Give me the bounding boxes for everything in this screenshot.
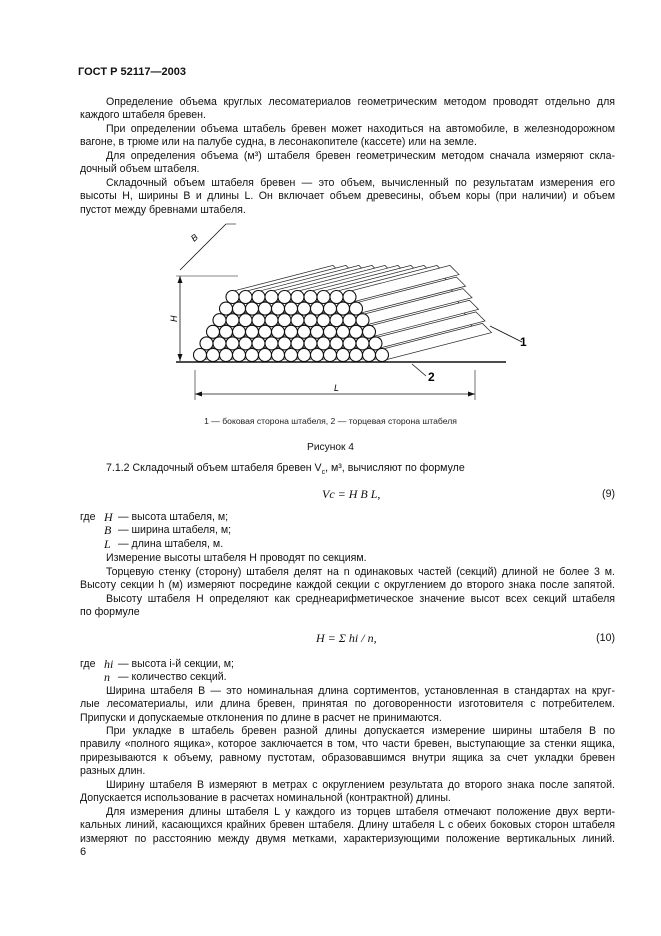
subscript: с [321, 469, 326, 477]
log-end [200, 337, 213, 350]
where-symbol: hi [104, 657, 114, 671]
page-number: 6 [80, 846, 87, 858]
text-line: Торцевую стенку (сторону) штабеля делят на n одинаковых частей (секций) длиной не более 3 м. [106, 566, 615, 578]
text-line: прирезываются к объему, равному пустотам, образовавшимся внутри ящика за счет укладки бревен [80, 751, 615, 764]
log-end [311, 325, 324, 338]
arrow-icon [468, 392, 475, 397]
where-symbol: n [104, 670, 110, 685]
log-end [239, 314, 252, 327]
where-description: — количество секций. [118, 671, 227, 684]
log-end [213, 337, 226, 350]
text-line: Определение объема круглых лесоматериалов геометрическим методом проводят отдельно для [106, 96, 615, 108]
where-prefix: где [80, 658, 96, 670]
text-line: вагоне, в трюме или на палубе судна, в лесонакопителе (кассете) или на земле. [80, 136, 477, 149]
body1-paragraph-3 [80, 593, 615, 620]
log-end [252, 337, 265, 350]
log-end [272, 349, 285, 362]
section-text: 7.1.2 Складочный объем штабеля бревен V [106, 462, 322, 474]
log-end [272, 302, 285, 315]
where-symbol: B [104, 523, 112, 538]
text-line: Припуски и допускаемые отклонения по длине в расчет не принимаются. [80, 711, 442, 724]
log-end [324, 302, 337, 315]
height-label: H [169, 315, 179, 322]
log-end [220, 325, 233, 338]
leader-line [412, 364, 426, 376]
arrow-icon [178, 276, 183, 283]
text-line: Ширина штабеля B — это номинальная длина сортиментов, установленная в стандартах на круг- [106, 685, 615, 697]
log-end [226, 314, 239, 327]
where-description: — ширина штабеля, м; [118, 524, 232, 537]
text-line: Для определения объема (м³) штабеля бревен геометрическим методом сначала измеряют скла- [106, 150, 615, 162]
log-end [272, 325, 285, 338]
text-line: разных длин. [80, 765, 146, 778]
formula-9: Vс = H B L, [322, 487, 381, 501]
text-line: Для измерения длины штабеля L у каждого из торцев штабеля отмечают положение двух верти- [106, 806, 615, 818]
body1-paragraph-2 [80, 566, 615, 593]
log-end [324, 325, 337, 338]
log-end [246, 349, 259, 362]
equation-number-9: (9) [602, 488, 615, 500]
equation-number-10: (10) [596, 632, 615, 644]
body1-paragraph-1 [80, 552, 615, 565]
log-end [330, 291, 343, 304]
log-end [311, 349, 324, 362]
log-end [194, 349, 207, 362]
log-end [343, 291, 356, 304]
text-line: по формуле [80, 606, 140, 619]
arrow-icon [178, 354, 183, 361]
text-line: пустот между бревнами штабеля. [80, 203, 246, 216]
log-end [278, 314, 291, 327]
log-end [363, 349, 376, 362]
where-prefix: где [80, 511, 96, 523]
log-end [252, 291, 265, 304]
log-end [285, 302, 298, 315]
width-label: B [188, 232, 200, 244]
log-end [330, 337, 343, 350]
figure-caption: Рисунок 4 [307, 442, 354, 453]
text-line: При укладке в штабель бревен разной длины допускается измерение ширины штабеля B по [106, 725, 615, 737]
where-symbol: H [104, 510, 113, 524]
where-description: — высота штабеля, м; [118, 511, 229, 523]
text-line: правилу «полного ящика», которое заключается в том, что части бревен, выступающие за стенки ящика, [80, 738, 615, 751]
log-end [343, 337, 356, 350]
text-line: Высоту секции h (м) измеряют посредине каждой секции с округлением до второго знака после запятой. [80, 579, 615, 592]
log-end [317, 337, 330, 350]
log-end [239, 337, 252, 350]
log-end [239, 291, 252, 304]
log-end [337, 325, 350, 338]
log-end [226, 337, 239, 350]
log-end [291, 337, 304, 350]
body2-paragraph-4 [80, 806, 615, 846]
log-end [252, 314, 265, 327]
log-end [298, 302, 311, 315]
body2-paragraph-1 [80, 685, 615, 725]
log-end [259, 302, 272, 315]
where-description: — длина штабеля, м. [118, 537, 224, 550]
log-end [233, 302, 246, 315]
where-description: — высота i-й секции, м; [118, 658, 235, 670]
text-line: каждого штабеля бревен. [80, 109, 206, 122]
text-line: измеряют по расстоянию между двумя метками, характеризующими положение вертикальных линий. [80, 832, 615, 845]
callout-1: 1 [520, 335, 527, 349]
log-end [259, 349, 272, 362]
log-end [246, 302, 259, 315]
intro-paragraph-1 [80, 96, 615, 123]
log-end [350, 302, 363, 315]
text-line: кальных линий, касающихся крайних бревен штабеля. Длину штабеля L с обеих боковых сторон штабеля [80, 819, 615, 832]
text-line: Измерение высоты штабеля H проводят по секциям. [106, 552, 367, 564]
log-end [369, 337, 382, 350]
log-end [376, 349, 389, 362]
log-end [324, 349, 337, 362]
length-label: L [334, 383, 340, 393]
intro-paragraph-2 [80, 123, 615, 150]
text-line: Высоту штабеля H определяют как среднеарифметическое значение высот всех секций штабеля [106, 593, 615, 605]
formula-10: H = Σ hi / n, [316, 631, 377, 645]
log-end [285, 325, 298, 338]
log-end [265, 337, 278, 350]
figure-legend: 1 — боковая сторона штабеля, 2 — торцевая сторона штабеля [204, 416, 457, 426]
arrow-icon [195, 392, 202, 397]
log-end [337, 302, 350, 315]
log-end [265, 314, 278, 327]
log-end [330, 314, 343, 327]
log-end [213, 314, 226, 327]
log-end [220, 302, 233, 315]
body2-paragraph-2 [80, 725, 615, 779]
text-line: Складочный объем штабеля бревен — это объем, вычисленный по результатам измерения его [106, 177, 615, 189]
text-line: При определении объема штабель бревен может находиться на автомобиле, в железнодорожном [106, 123, 615, 135]
log-end [233, 349, 246, 362]
log-end [207, 349, 220, 362]
log-end [298, 325, 311, 338]
text-line: лые лесоматериалы, или длина бревен, принятая по договоренности изготовителя с потребителем. [80, 698, 615, 711]
log-end [304, 291, 317, 304]
log-end [363, 325, 376, 338]
log-end [317, 314, 330, 327]
text-line: Ширину штабеля B измеряют в метрах с округлением результата до второго знака после запятой. [106, 779, 615, 791]
log-end [298, 349, 311, 362]
log-end [265, 291, 278, 304]
document-header: ГОСТ Р 52117—2003 [78, 66, 186, 78]
log-end [304, 314, 317, 327]
intro-paragraph-3 [80, 150, 615, 177]
log-end [220, 349, 233, 362]
text-line: Допускается использование в расчетах номинальной (контрактной) длины. [80, 792, 451, 805]
log-end [350, 349, 363, 362]
log-end [226, 291, 239, 304]
text-line: дочный объем штабеля. [80, 163, 200, 176]
log-end [356, 337, 369, 350]
section-7-1-2 [106, 462, 465, 480]
log-end [291, 291, 304, 304]
where-symbol: L [104, 536, 111, 551]
log-stack-figure [150, 218, 530, 403]
log-end [207, 325, 220, 338]
log-end [291, 314, 304, 327]
log-end [285, 349, 298, 362]
callout-2: 2 [428, 370, 435, 384]
log-end [246, 325, 259, 338]
log-end [304, 337, 317, 350]
log-end [233, 325, 246, 338]
log-end [356, 314, 369, 327]
log-end [311, 302, 324, 315]
log-end [343, 314, 356, 327]
log-end [278, 291, 291, 304]
log-end [350, 325, 363, 338]
width-dimension-line [180, 224, 226, 270]
intro-paragraph-4 [80, 177, 615, 217]
log-end [278, 337, 291, 350]
log-end [317, 291, 330, 304]
text-line: высоты H, ширины B и длины L. Он включает объем древесины, объем коры (при наличии) и объем [80, 190, 615, 203]
log-end [259, 325, 272, 338]
body2-paragraph-3 [80, 779, 615, 806]
log-end [337, 349, 350, 362]
leader-line [490, 326, 522, 342]
section-text-end: , м³, вычисляют по формуле [325, 462, 465, 474]
